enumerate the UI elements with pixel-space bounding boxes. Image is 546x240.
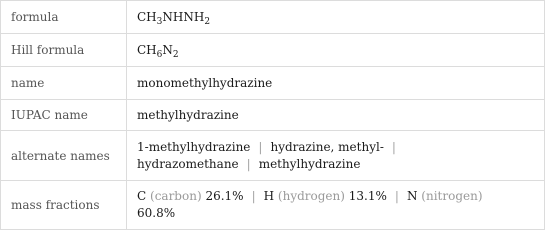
formula-part: CH [137, 42, 157, 57]
mass-fraction: 13.1% [348, 189, 387, 203]
formula-subscript: 6 [156, 49, 163, 60]
element-symbol: N [406, 189, 418, 203]
alternate-names-value [127, 131, 545, 181]
formula-subscript: 2 [204, 16, 211, 27]
alternate-names-row [1, 131, 545, 181]
formula-part: NHNH [162, 9, 205, 24]
formula-subscript: 3 [156, 16, 163, 27]
element-symbol: C [137, 189, 147, 203]
element-symbol: H [263, 189, 275, 203]
row-label-formula: formula [1, 1, 127, 34]
alternate-name: hydrazine, methyl- [270, 139, 384, 154]
row-label-iupac-name: IUPAC name [1, 100, 127, 131]
row-label-hill-formula: Hill formula [1, 34, 127, 67]
row-label-name: name [1, 67, 127, 100]
hill-formula-row [1, 34, 545, 67]
element-name: (carbon) [150, 189, 202, 203]
mass-fractions-value [127, 181, 545, 230]
separator: | [251, 189, 256, 203]
mass-fractions-row [1, 181, 545, 230]
separator: | [391, 139, 396, 154]
alternate-name: methylhydrazine [258, 156, 361, 171]
alternate-name: hydrazomethane [137, 156, 239, 171]
row-label-mass-fractions: mass fractions [1, 181, 127, 230]
formula-part: N [162, 42, 173, 57]
formula-value [127, 1, 545, 34]
row-label-alternate-names: alternate names [1, 131, 127, 181]
iupac-name-row [1, 100, 545, 131]
element-name: (hydrogen) [277, 189, 345, 203]
alternate-name: 1-methylhydrazine [137, 139, 251, 154]
hill-formula-value [127, 34, 545, 67]
mass-fraction: 26.1% [205, 189, 244, 203]
separator: | [394, 189, 399, 203]
element-name: (nitrogen) [421, 189, 483, 203]
name-row [1, 67, 545, 100]
formula-subscript: 2 [172, 49, 179, 60]
separator: | [246, 156, 251, 171]
separator: | [258, 139, 263, 154]
formula-row [1, 1, 545, 34]
formula-part: CH [137, 9, 157, 24]
iupac-name-value: methylhydrazine [127, 100, 545, 131]
mass-fraction: 60.8% [137, 206, 176, 220]
name-value: monomethylhydrazine [127, 67, 545, 100]
